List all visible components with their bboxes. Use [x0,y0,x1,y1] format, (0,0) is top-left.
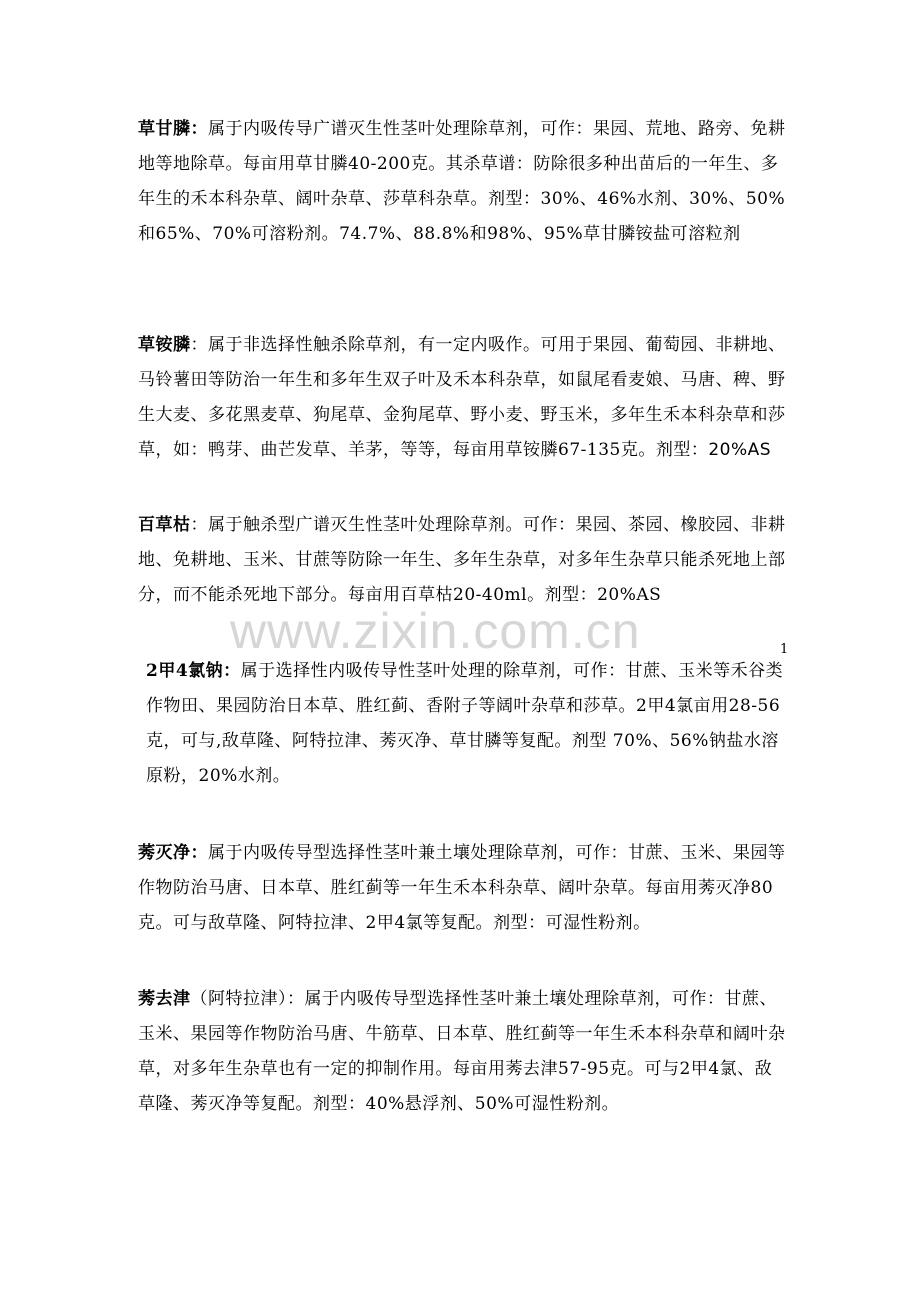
term-heading: 草甘膦： [138,119,208,139]
paragraph-text: 属于内吸传导广谱灭生性茎叶处理除草剂，可作：果园、荒地、路旁、免耕地等地除草。每亩用草甘膦40-200克。其杀草谱：防除很多种出苗后的一年生、多年生的禾本科杂草、阔叶杂草、莎草科杂草。剂型：30%、46%水剂、30%、50%和65%、70%可溶粉剂。74.7%、88.8%和98%、95%草甘膦铵盐可溶粒剂 [138,119,786,244]
term-heading: 2甲4氯钠： [146,661,241,681]
paragraph-ametryn [138,836,786,941]
paragraph-text: 属于内吸传导型选择性茎叶兼土壤处理除草剂，可作：甘蔗、玉米、果园等作物防治马唐、日本草、胜红蓟等一年生禾本科杂草、阔叶杂草。每亩用莠灭净80克。可与敌草隆、阿特拉津、2甲4氯等复配。剂型：可湿性粉剂。 [138,843,786,933]
paragraph-glufosinate [138,328,786,468]
watermark: www.zixin.com.cn [230,603,641,659]
paragraph-glyphosate [138,112,786,252]
page-number: 1 [780,642,789,657]
paragraph-atrazine [138,982,786,1122]
term-heading: 百草枯 [138,515,191,535]
paragraph-mcpa-sodium [146,654,786,794]
term-heading: 莠去津 [138,989,191,1009]
paragraph-text: 属于选择性内吸传导性茎叶处理的除草剂，可作：甘蔗、玉米等禾谷类作物田、果园防治日本草、胜红蓟、香附子等阔叶杂草和莎草。2甲4氯亩用28-56克，可与,敌草隆、阿特拉津、莠灭净、草甘膦等复配。剂型 70%、56%钠盐水溶原粉，20%水剂。 [146,661,784,786]
paragraph-text: ：属于触杀型广谱灭生性茎叶处理除草剂。可作：果园、茶园、橡胶园、非耕地、免耕地、玉米、甘蔗等防除一年生、多年生杂草，对多年生杂草只能杀死地上部分，而不能杀死地下部分。每亩用百草枯20-40ml。剂型：20%AS [138,515,786,605]
term-heading: 莠灭净： [138,843,208,863]
paragraph-text: ：属于非选择性触杀除草剂，有一定内吸作。可用于果园、葡萄园、非耕地、马铃薯田等防治一年生和多年生双子叶及禾本科杂草，如鼠尾看麦娘、马唐、稗、野生大麦、多花黑麦草、狗尾草、金狗尾草、野小麦、野玉米，多年生禾本科杂草和莎草，如：鸭芽、曲芒发草、羊茅，等等，每亩用草铵膦67-135克。剂型： [138,335,786,460]
term-heading: 草铵膦 [138,335,191,355]
paragraph-paraquat [138,508,786,613]
formulation-label: 20%AS [708,440,772,460]
paragraph-text: （阿特拉津）：属于内吸传导型选择性茎叶兼土壤处理除草剂，可作：甘蔗、玉米、果园等作物防治马唐、牛筋草、日本草、胜红蓟等一年生禾本科杂草和阔叶杂草，对多年生杂草也有一定的抑制作用。每亩用莠去津57-95克。可与2甲4氯、敌草隆、莠灭净等复配。剂型：40%悬浮剂、50%可湿性粉剂。 [138,989,786,1114]
